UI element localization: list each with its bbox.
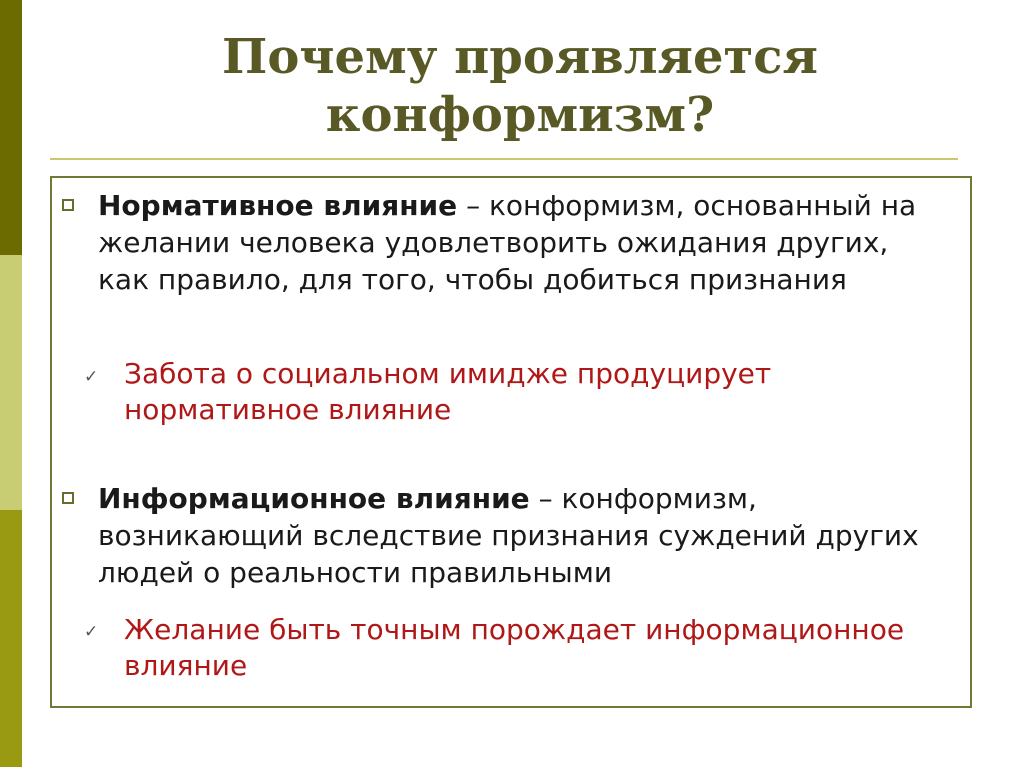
slide-title [150, 28, 890, 144]
accent-bar-segment-top [0, 0, 22, 255]
definition-informational-text: – конформизм, возникающий вследствие признания суждений других людей о реальности правильными [98, 482, 919, 589]
slide-title-line-2: конформизм? [325, 87, 715, 143]
hollow-square-bullet-icon [62, 492, 74, 504]
checkmark-icon: ✓ [84, 367, 99, 387]
checkmark-icon: ✓ [84, 622, 99, 642]
term-informational: Информационное влияние [98, 482, 530, 515]
hollow-square-bullet-icon [62, 199, 74, 211]
title-divider [50, 158, 958, 160]
slide-title-line-1: Почему проявляется [222, 29, 818, 85]
definition-normative [98, 187, 938, 298]
note-informational: Желание быть точным порождает информационное влияние [124, 613, 905, 682]
left-accent-bar [0, 0, 22, 767]
accent-bar-segment-middle [0, 255, 22, 510]
definition-normative-text: – конформизм, основанный на желании человека удовлетворить ожидания других, как правило, для того, чтобы добиться признания [98, 189, 917, 296]
term-normative: Нормативное влияние [98, 189, 458, 222]
definition-informational [98, 480, 938, 591]
note-normative: Забота о социальном имидже продуцирует нормативное влияние [124, 357, 772, 426]
accent-bar-segment-bottom [0, 510, 22, 767]
